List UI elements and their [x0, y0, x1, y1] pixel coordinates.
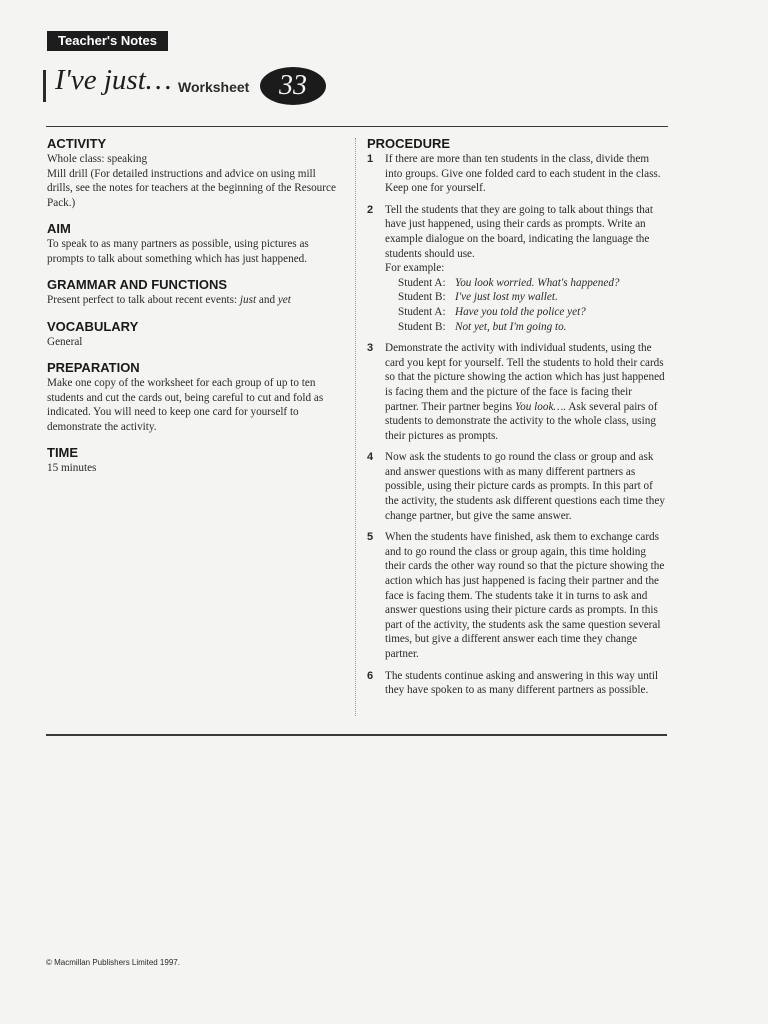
- step-text: When the students have finished, ask them to exchange cards and to go round the class or group again, this time holding their cards the other way round so that the picture showing the action which has just happened is facing their partner and the face is facing them. The students take it in turns to ask and answer questions using their picture cards as prompts. In this part of the activity, the students ask the same question several times, but give a different answer each time they change partner.: [385, 531, 665, 660]
- vocabulary-section: [47, 319, 343, 350]
- procedure-step-1: [367, 152, 667, 196]
- step-number: 6: [367, 669, 374, 682]
- activity-text: Whole class: speaking Mill drill (For detailed instructions and advice on using mill drills, see the notes for teachers at the beginning of the Resource Pack.): [47, 153, 336, 209]
- dialogue-speaker: Student A:: [398, 276, 446, 289]
- step-text: The students continue asking and answering in this way until they have spoken to as many different partners as possible.: [385, 669, 659, 697]
- grammar-word-yet: yet: [277, 294, 291, 306]
- aim-section: [47, 221, 343, 266]
- step-number: 2: [367, 203, 374, 216]
- grammar-text: [47, 293, 343, 308]
- procedure-heading: PROCEDURE: [367, 136, 451, 151]
- footer-rule: [46, 734, 667, 736]
- step-text: Demonstrate the activity with individual students, using the card you kept for yourself. Tell the students to hold their cards so that the picture showing the action which has just happened is facing them and the picture of the face is facing their partner. Their partner begins: [385, 342, 665, 413]
- grammar-section: [47, 277, 343, 308]
- aim-text: To speak to as many partners as possible, using pictures as prompts to talk about something which has just happened.: [47, 238, 309, 265]
- page-title: I've just…: [55, 64, 172, 96]
- vocabulary-text: General: [47, 335, 83, 348]
- vocabulary-heading: VOCABULARY: [47, 318, 139, 334]
- dialogue-text: You look worried. What's happened?: [455, 276, 620, 289]
- step-text: If there are more than ten students in the class, divide them into groups. Give one folded card to each student in the class. Keep one for yourself.: [385, 153, 661, 195]
- step-number: 3: [367, 342, 374, 355]
- dialogue-text: Not yet, but I'm going to.: [455, 320, 567, 333]
- copyright-notice: © Macmillan Publishers Limited 1997.: [46, 958, 180, 967]
- title-bar: [43, 70, 46, 102]
- dialogue-speaker: Student A:: [398, 305, 446, 318]
- grammar-text-plain: Present perfect to talk about recent events:: [47, 294, 240, 306]
- step-number: 1: [367, 153, 374, 165]
- step-text-italic: You look….: [514, 400, 567, 413]
- procedure-step-5: [367, 530, 667, 661]
- step-text-continued: Ask several pairs of students to demonstrate the activity to the whole class, using their pictures as prompts.: [385, 400, 658, 442]
- teachers-notes-badge: Teacher's Notes: [47, 31, 168, 51]
- column-divider: [355, 138, 356, 716]
- procedure-steps: [367, 152, 667, 698]
- dialogue-line: [398, 276, 667, 291]
- dialogue-line: [398, 320, 667, 335]
- time-heading: TIME: [47, 445, 79, 460]
- aim-heading: AIM: [47, 221, 71, 236]
- activity-heading: ACTIVITY: [47, 136, 107, 151]
- worksheet-number-badge: 33: [260, 67, 326, 105]
- time-text: 15 minutes: [47, 462, 97, 474]
- dialogue-text: I've just lost my wallet.: [455, 291, 558, 304]
- dialogue-speaker: Student B:: [398, 320, 446, 333]
- step-number: 5: [367, 531, 374, 544]
- time-section: [47, 445, 343, 476]
- procedure-step-3: [367, 341, 667, 443]
- dialogue-line: [398, 305, 667, 320]
- for-example-label: For example:: [385, 262, 445, 275]
- procedure-step-6: [367, 669, 667, 698]
- preparation-heading: PREPARATION: [47, 360, 140, 375]
- header-rule: [46, 126, 668, 127]
- step-text: Tell the students that they are going to talk about things that have just happened, using their cards as prompts. Write an example dialogue on the board, indicating the language the students should use.: [385, 203, 653, 260]
- example-dialogue: [398, 276, 667, 334]
- preparation-text: Make one copy of the worksheet for each group of up to ten students and cut the cards out, being careful to cut and fold as indicated. You will need to keep one card for yourself to demonstrate the activity.: [47, 377, 324, 433]
- dialogue-line: [398, 290, 667, 305]
- grammar-word-just: just: [239, 294, 257, 306]
- procedure-step-4: [367, 450, 667, 523]
- activity-section: [47, 136, 343, 210]
- procedure-column: [367, 136, 667, 705]
- preparation-section: [47, 360, 343, 434]
- step-number: 4: [367, 451, 374, 464]
- grammar-and: and: [256, 294, 278, 306]
- procedure-step-2: [367, 203, 667, 334]
- grammar-heading: GRAMMAR AND FUNCTIONS: [47, 277, 228, 292]
- left-column: [47, 136, 343, 487]
- step-text: Now ask the students to go round the class or group and ask and answer questions with as many different partners as possible, using their picture cards as prompts. In this part of the activity, the students ask different questions each time they change partner, but give the same answer.: [385, 451, 665, 522]
- dialogue-text: Have you told the police yet?: [455, 305, 586, 318]
- dialogue-speaker: Student B:: [398, 291, 446, 304]
- worksheet-label: Worksheet: [178, 79, 250, 95]
